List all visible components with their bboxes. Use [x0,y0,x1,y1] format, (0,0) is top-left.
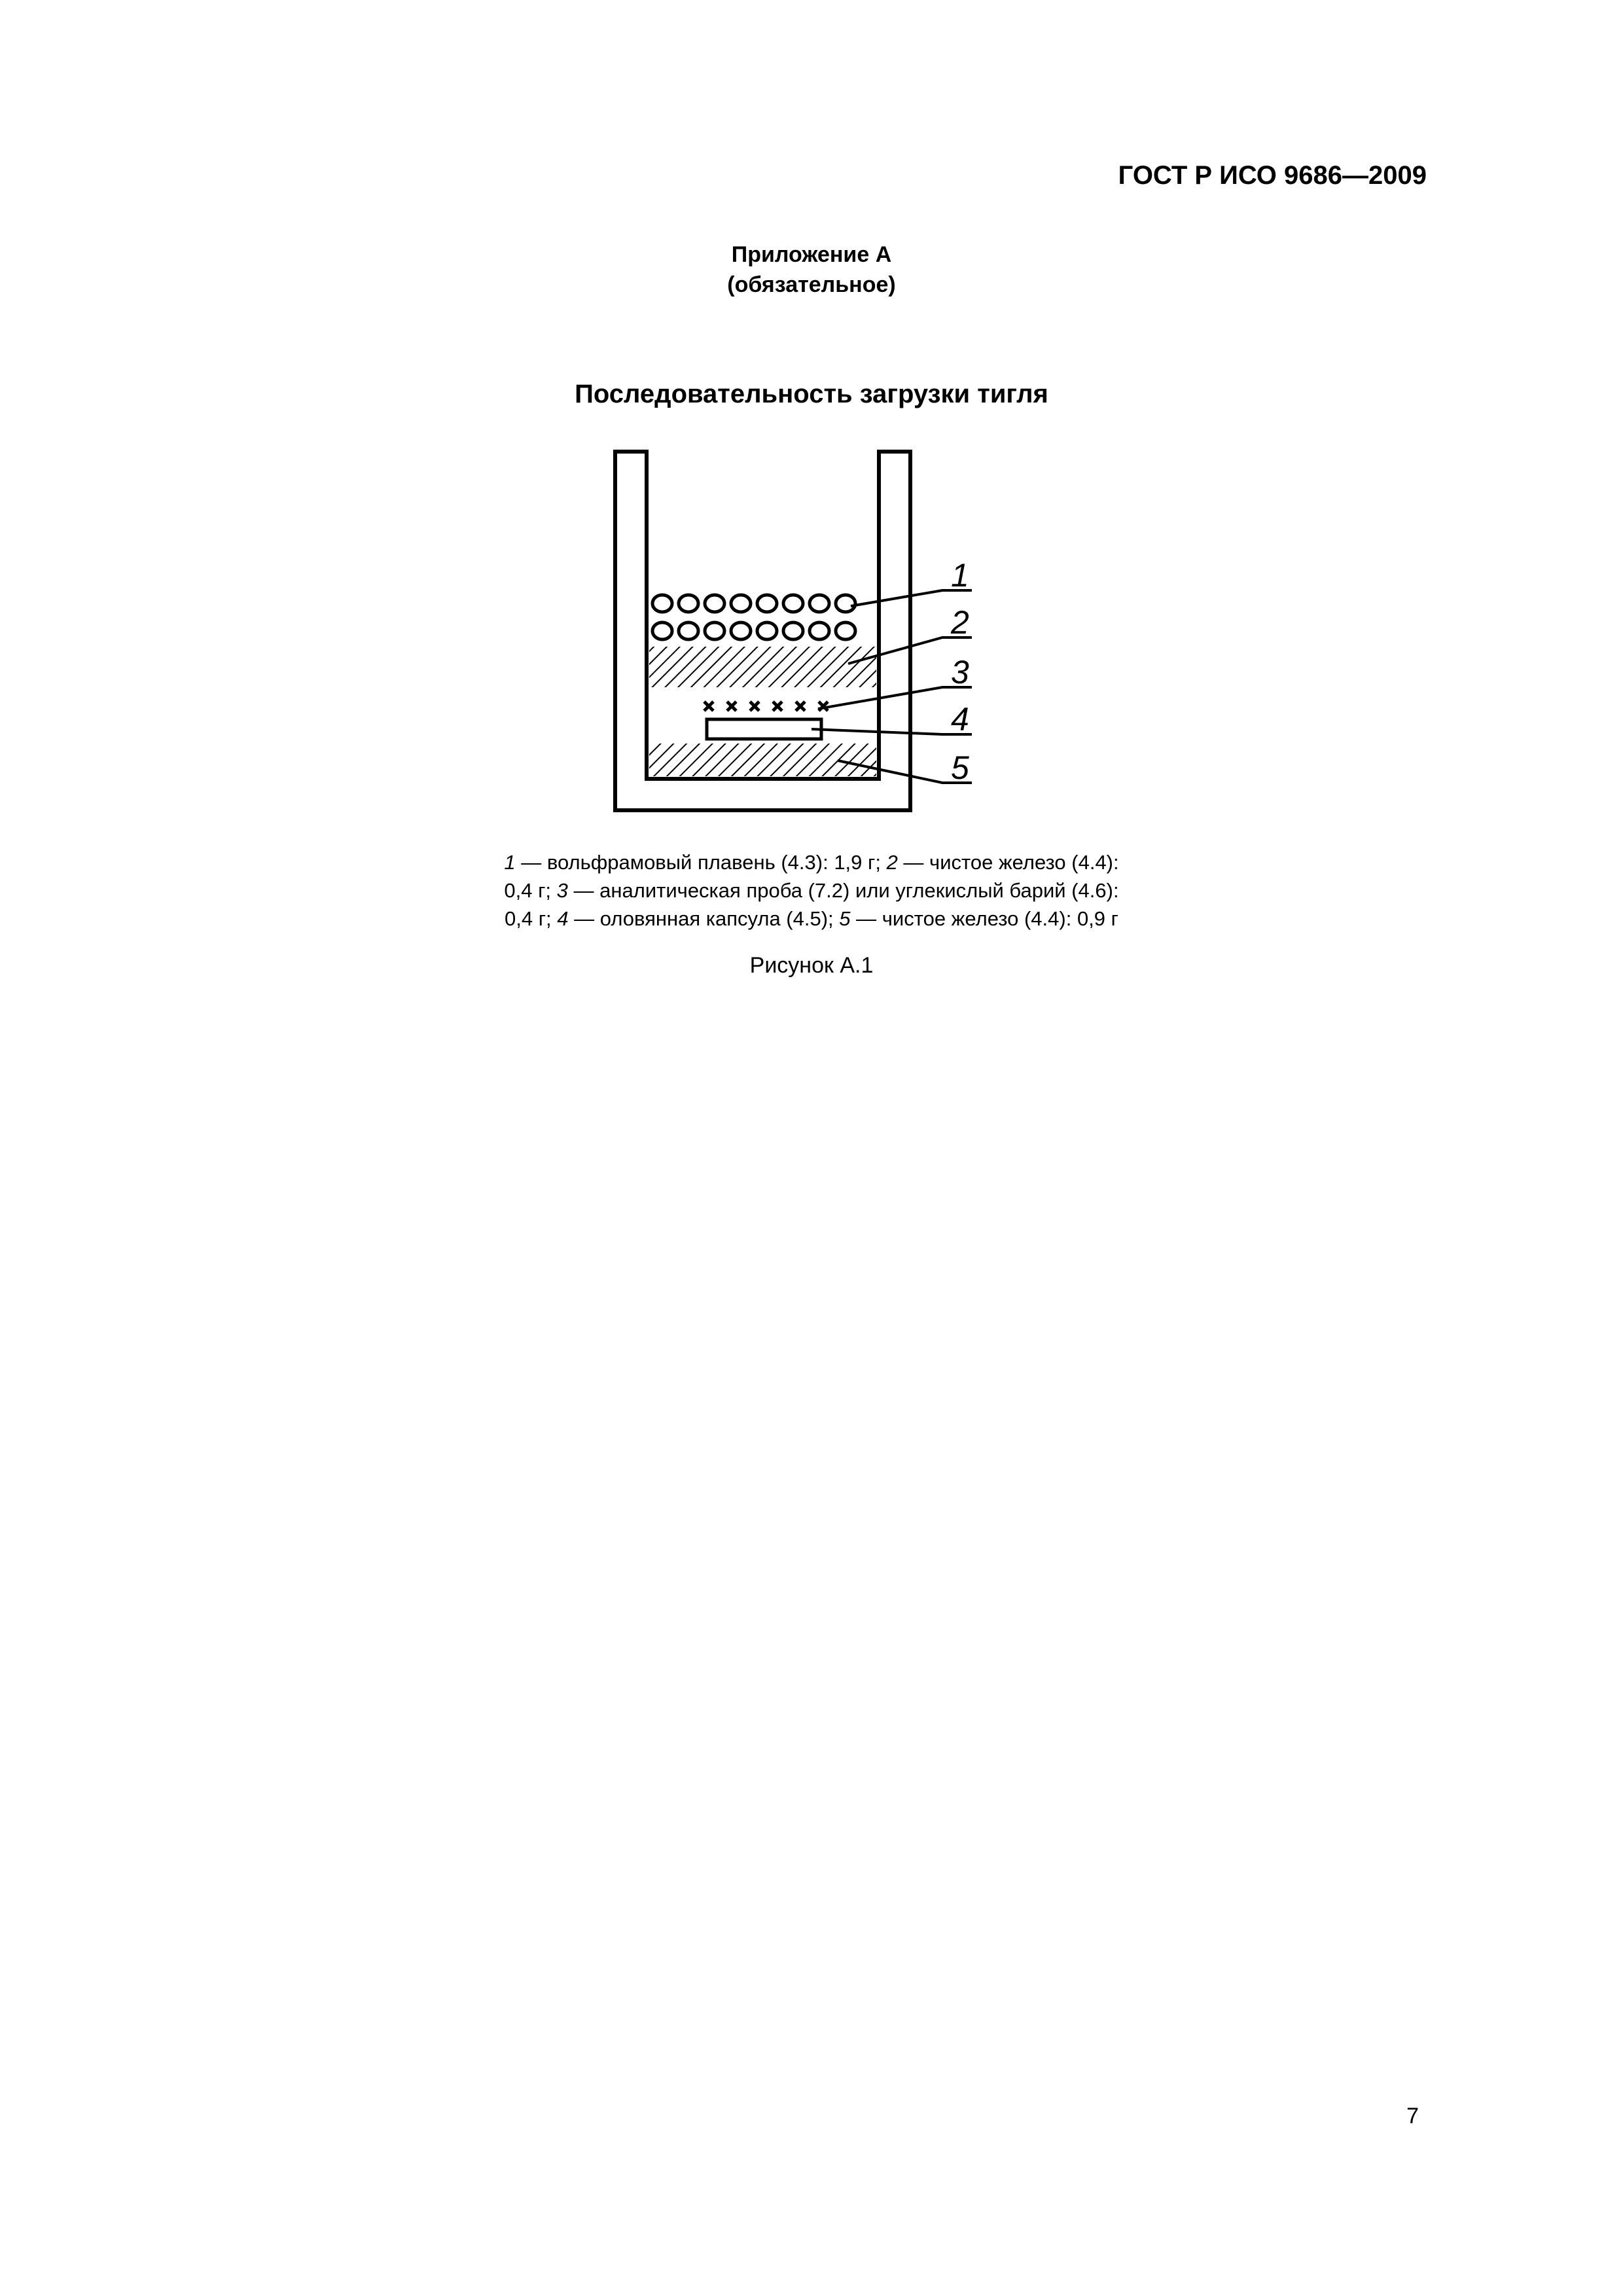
document-code: ГОСТ Р ИСО 9686—2009 [1118,161,1427,190]
annex-status: (обязательное) [727,272,896,297]
callout-4: 4 [951,701,969,738]
legend-line [419,848,1204,876]
legend-line [419,876,1204,905]
legend-item-number: 5 [839,907,851,930]
callout-5: 5 [951,749,969,786]
legend-item-number: 4 [557,907,569,930]
legend-text: — чистое железо (4.4): 0,9 г [850,907,1118,930]
legend-item-number: 3 [556,879,568,902]
page-number: 7 [1406,2104,1419,2128]
tin-capsule [707,719,821,739]
legend-item-number: 2 [886,851,898,874]
tungsten-flux-layer [652,595,855,639]
legend-text: — чистое железо (4.4): [897,851,1119,874]
legend-text: — оловянная капсула (4.5); [568,907,840,930]
sample-layer [704,702,828,711]
figure-title: Последовательность загрузки тигля [575,380,1048,408]
callout-1: 1 [951,557,969,594]
figure-legend [419,848,1204,933]
legend-line [419,905,1204,933]
callout-2: 2 [951,604,969,641]
legend-text: — вольфрамовый плавень (4.3): 1,9 г; [515,851,887,874]
pure-iron-layer-lower [649,744,876,776]
crucible-diagram [589,439,995,825]
callout-3: 3 [951,654,969,691]
legend-text: — аналитическая проба (7.2) или углекислый барий (4.6): [567,879,1119,902]
legend-item-number: 1 [504,851,516,874]
pure-iron-layer-upper [649,647,876,687]
legend-text: 0,4 г; [505,907,558,930]
legend-text: 0,4 г; [504,879,557,902]
annex-heading [0,240,1623,300]
figure-caption: Рисунок А.1 [749,953,874,978]
annex-title: Приложение А [731,242,892,267]
